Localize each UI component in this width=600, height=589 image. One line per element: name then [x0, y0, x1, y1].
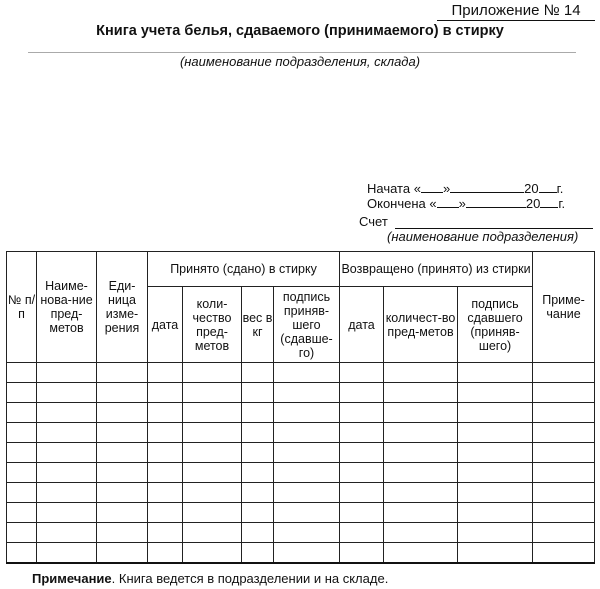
table-cell[interactable]	[97, 443, 148, 463]
table-cell[interactable]	[458, 503, 533, 523]
table-cell[interactable]	[458, 483, 533, 503]
table-cell[interactable]	[97, 423, 148, 443]
table-cell[interactable]	[384, 483, 458, 503]
group-header-returned: Возвращено (принято) из стирки	[340, 252, 533, 287]
table-cell[interactable]	[384, 543, 458, 564]
table-cell[interactable]	[183, 423, 242, 443]
col-header-received-qty: коли-чество пред-метов	[183, 287, 242, 363]
table-cell[interactable]	[274, 363, 340, 383]
table-cell[interactable]	[97, 403, 148, 423]
table-row	[7, 543, 595, 564]
table-cell[interactable]	[37, 443, 97, 463]
table-cell[interactable]	[242, 443, 274, 463]
footnote-label: Примечание	[32, 571, 112, 586]
table-cell[interactable]	[7, 443, 37, 463]
table-row	[7, 443, 595, 463]
table-cell[interactable]	[242, 483, 274, 503]
col-header-returned-qty: количест-во пред-метов	[384, 287, 458, 363]
table-cell[interactable]	[458, 543, 533, 564]
table-cell[interactable]	[7, 403, 37, 423]
table-cell[interactable]	[37, 483, 97, 503]
table-cell[interactable]	[274, 403, 340, 423]
col-header-received-weight: вес в кг	[242, 287, 274, 363]
table-cell[interactable]	[274, 383, 340, 403]
table-cell[interactable]	[97, 383, 148, 403]
table-cell[interactable]	[183, 543, 242, 564]
table-cell[interactable]	[37, 523, 97, 543]
table-cell[interactable]	[97, 503, 148, 523]
table-cell[interactable]	[340, 463, 384, 483]
table-cell[interactable]	[242, 363, 274, 383]
table-cell[interactable]	[183, 523, 242, 543]
document-title: Книга учета белья, сдаваемого (принимаемого) в стирку	[96, 23, 504, 39]
table-cell[interactable]	[148, 483, 183, 503]
table-cell[interactable]	[274, 523, 340, 543]
footnote	[32, 571, 388, 586]
table-cell[interactable]	[384, 383, 458, 403]
table-cell[interactable]	[458, 363, 533, 383]
table-cell[interactable]	[274, 463, 340, 483]
started-year-blank[interactable]	[539, 181, 557, 193]
finished-year-blank[interactable]	[540, 196, 558, 208]
table-cell[interactable]	[97, 543, 148, 564]
table-cell[interactable]	[458, 463, 533, 483]
col-header-returned-signature: подпись сдавшего (приняв-шего)	[458, 287, 533, 363]
table-cell[interactable]	[340, 523, 384, 543]
table-cell[interactable]	[274, 503, 340, 523]
table-cell[interactable]	[7, 483, 37, 503]
table-cell[interactable]	[458, 383, 533, 403]
table-cell[interactable]	[148, 423, 183, 443]
table-cell[interactable]	[458, 523, 533, 543]
table-cell[interactable]	[458, 423, 533, 443]
table-cell[interactable]	[274, 483, 340, 503]
col-header-received-signature: подпись приняв-шего (сдавше-го)	[274, 287, 340, 363]
table-cell[interactable]	[340, 503, 384, 523]
started-year-prefix: 20	[524, 181, 539, 196]
col-header-number: № п/п	[7, 252, 37, 363]
table-cell[interactable]	[384, 503, 458, 523]
table-cell[interactable]	[274, 443, 340, 463]
table-cell[interactable]	[533, 463, 595, 483]
table-cell[interactable]	[97, 463, 148, 483]
table-cell[interactable]	[148, 363, 183, 383]
finished-year-suffix: г.	[558, 196, 566, 211]
table-cell[interactable]	[340, 383, 384, 403]
col-header-note: Приме-чание	[533, 252, 595, 363]
table-cell[interactable]	[384, 423, 458, 443]
table-cell[interactable]	[37, 463, 97, 483]
laundry-log-table	[6, 251, 595, 564]
table-cell[interactable]	[242, 543, 274, 564]
table-cell[interactable]	[37, 403, 97, 423]
table-cell[interactable]	[37, 363, 97, 383]
appendix-number: Приложение № 14	[437, 2, 595, 21]
table-cell[interactable]	[340, 403, 384, 423]
finished-date-line	[367, 196, 565, 212]
table-cell[interactable]	[183, 383, 242, 403]
table-cell[interactable]	[148, 523, 183, 543]
started-date-line	[367, 181, 563, 197]
table-cell[interactable]	[183, 503, 242, 523]
table-cell[interactable]	[274, 543, 340, 564]
table-row	[7, 403, 595, 423]
table-cell[interactable]	[148, 403, 183, 423]
finished-quote-close: »	[458, 196, 466, 211]
table-cell[interactable]	[384, 523, 458, 543]
table-cell[interactable]	[7, 463, 37, 483]
table-cell[interactable]	[97, 523, 148, 543]
finished-year-prefix: 20	[525, 196, 541, 211]
table-cell[interactable]	[533, 543, 595, 564]
table-cell[interactable]	[37, 503, 97, 523]
table-cell[interactable]	[37, 543, 97, 564]
group-header-received: Принято (сдано) в стирку	[148, 252, 340, 287]
table-body	[7, 363, 595, 564]
table-cell[interactable]	[242, 523, 274, 543]
table-cell[interactable]	[183, 443, 242, 463]
table-cell[interactable]	[533, 363, 595, 383]
table-cell[interactable]	[533, 503, 595, 523]
unit-name-line	[28, 52, 576, 53]
table-row	[7, 423, 595, 443]
table-cell[interactable]	[340, 423, 384, 443]
col-header-item: Наиме-нова-ние пред-метов	[37, 252, 97, 363]
account-caption: (наименование подразделения)	[387, 229, 579, 244]
table-cell[interactable]	[533, 403, 595, 423]
table-cell[interactable]	[183, 363, 242, 383]
table-cell[interactable]	[384, 463, 458, 483]
table-cell[interactable]	[242, 463, 274, 483]
table-cell[interactable]	[7, 523, 37, 543]
table-cell[interactable]	[340, 543, 384, 564]
started-year-suffix: г.	[556, 181, 564, 196]
finished-month-blank[interactable]	[466, 196, 526, 208]
table-cell[interactable]	[340, 363, 384, 383]
table-cell[interactable]	[148, 383, 183, 403]
started-label: Начата «	[367, 181, 421, 196]
table-cell[interactable]	[148, 443, 183, 463]
table-cell[interactable]	[274, 423, 340, 443]
table-cell[interactable]	[384, 403, 458, 423]
unit-name-caption: (наименование подразделения, склада)	[179, 54, 421, 69]
table-cell[interactable]	[458, 403, 533, 423]
table-row	[7, 523, 595, 543]
table-cell[interactable]	[533, 383, 595, 403]
finished-label: Окончена «	[367, 196, 437, 211]
table-cell[interactable]	[7, 363, 37, 383]
col-header-unit: Еди-ница изме-рения	[97, 252, 148, 363]
table-cell[interactable]	[183, 403, 242, 423]
table-cell[interactable]	[7, 423, 37, 443]
table-cell[interactable]	[37, 383, 97, 403]
table-cell[interactable]	[242, 503, 274, 523]
table-cell[interactable]	[37, 423, 97, 443]
footnote-text: . Книга ведется в подразделении и на складе.	[111, 571, 389, 586]
table-row	[7, 483, 595, 503]
table-cell[interactable]	[7, 543, 37, 564]
table-row	[7, 463, 595, 483]
table-cell[interactable]	[458, 443, 533, 463]
table-row	[7, 503, 595, 523]
table-row	[7, 383, 595, 403]
col-header-received-date: дата	[148, 287, 183, 363]
table-cell[interactable]	[533, 483, 595, 503]
table-cell[interactable]	[7, 503, 37, 523]
col-header-returned-date: дата	[340, 287, 384, 363]
table-cell[interactable]	[148, 503, 183, 523]
table-cell[interactable]	[7, 383, 37, 403]
started-quote-close: »	[442, 181, 451, 196]
table-cell[interactable]	[533, 523, 595, 543]
table-row	[7, 363, 595, 383]
table-cell[interactable]	[97, 483, 148, 503]
table-cell[interactable]	[384, 443, 458, 463]
started-day-blank[interactable]	[421, 181, 443, 193]
account-label: Счет	[359, 214, 388, 229]
started-month-blank[interactable]	[450, 181, 524, 193]
table-cell[interactable]	[148, 543, 183, 564]
table-cell[interactable]	[242, 383, 274, 403]
table-cell[interactable]	[97, 363, 148, 383]
table-cell[interactable]	[242, 403, 274, 423]
table-cell[interactable]	[183, 463, 242, 483]
table-cell[interactable]	[340, 443, 384, 463]
table-cell[interactable]	[183, 483, 242, 503]
table-cell[interactable]	[148, 463, 183, 483]
table-cell[interactable]	[533, 423, 595, 443]
finished-day-blank[interactable]	[437, 196, 459, 208]
table-cell[interactable]	[242, 423, 274, 443]
table-cell[interactable]	[533, 443, 595, 463]
table-cell[interactable]	[340, 483, 384, 503]
table-cell[interactable]	[384, 363, 458, 383]
